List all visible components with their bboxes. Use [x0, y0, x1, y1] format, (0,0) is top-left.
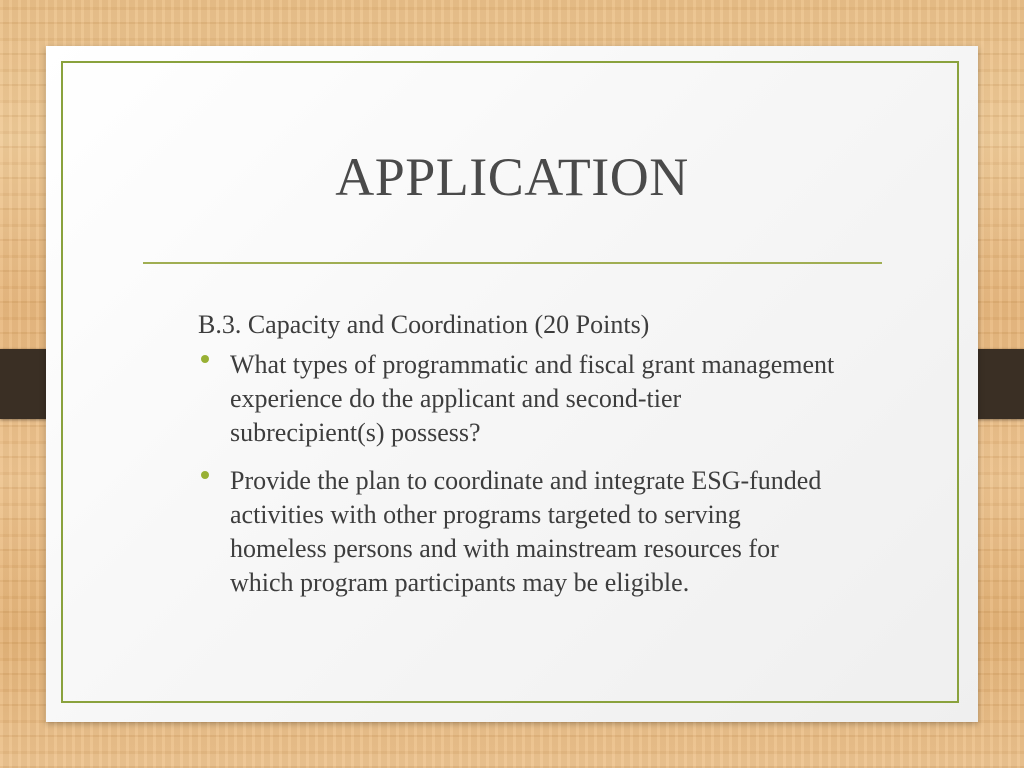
section-heading: B.3. Capacity and Coordination (20 Points) [198, 310, 650, 339]
bullet-dot-icon [201, 471, 209, 479]
bullet-list [198, 348, 838, 600]
bullet-item [198, 348, 838, 450]
title-divider [143, 262, 882, 264]
slide-title: APPLICATION [335, 147, 689, 207]
slide-body [198, 308, 838, 614]
bullet-text: What types of programmatic and fiscal grant management experience do the applicant and second-tier subrecipient(s) possess? [230, 350, 835, 447]
bullet-dot-icon [201, 355, 209, 363]
slide-paper [46, 46, 978, 722]
bullet-item [198, 464, 838, 600]
bullet-text: Provide the plan to coordinate and integrate ESG-funded activities with other programs targeted to serving homeless persons and with mainstream resources for which program participants may be eligible. [230, 466, 822, 597]
